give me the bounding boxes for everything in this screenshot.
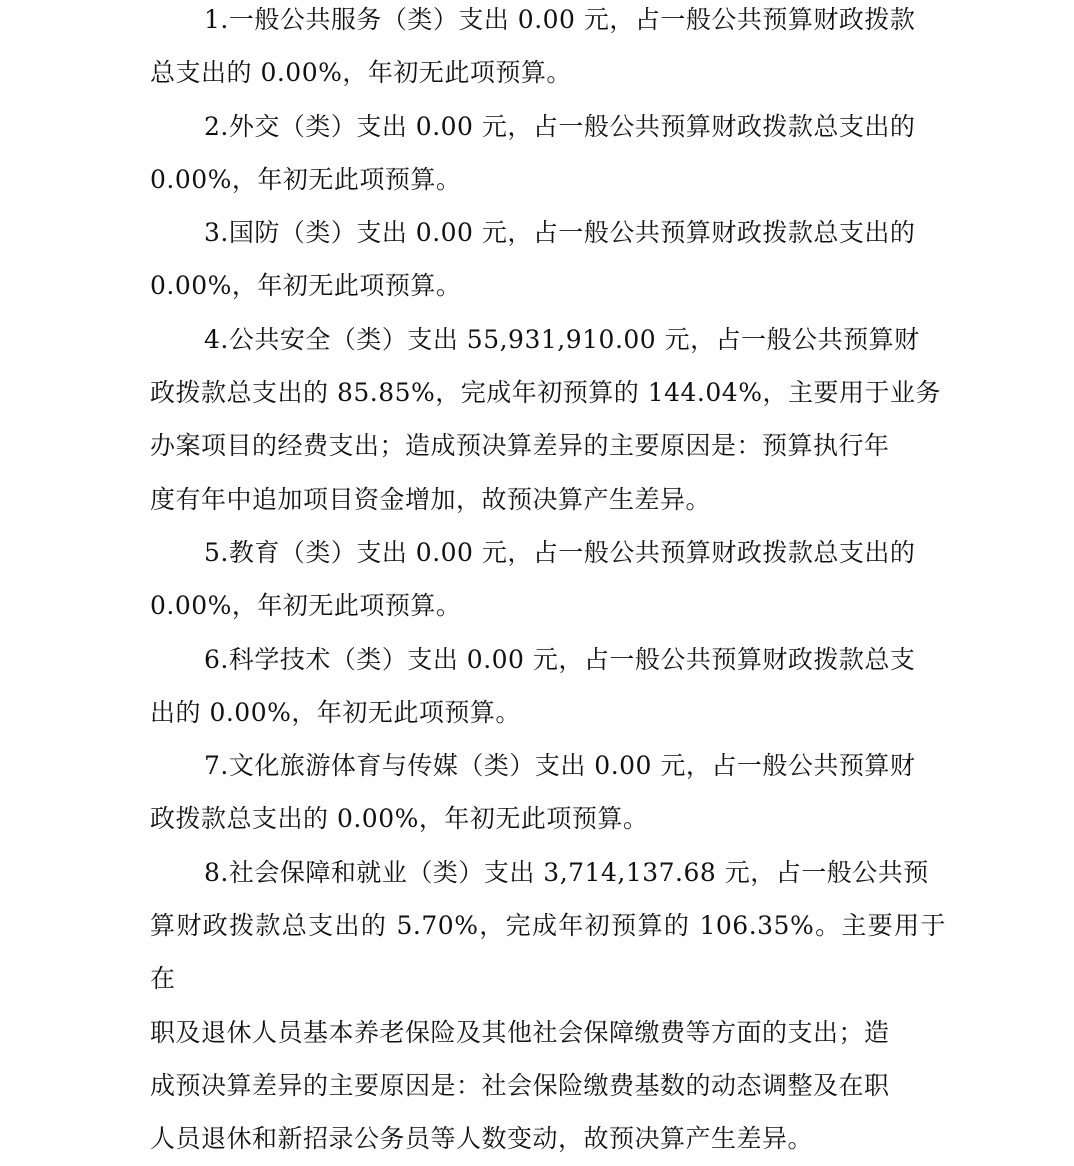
paragraph-foreign-affairs bbox=[150, 100, 946, 207]
paragraph-national-defense bbox=[150, 206, 946, 313]
paragraph-line: 8.社会保障和就业（类）支出 3,714,137.68 元，占一般公共预 bbox=[204, 857, 929, 887]
paragraph-line: 出的 0.00%，年初无此项预算。 bbox=[150, 697, 521, 727]
paragraph-line: 度有年中追加项目资金增加，故预决算产生差异。 bbox=[150, 484, 712, 514]
paragraph-line: 人员退休和新招录公务员等人数变动，故预决算产生差异。 bbox=[150, 1124, 814, 1154]
paragraph-science-technology bbox=[150, 633, 946, 740]
paragraph-line: 0.00%，年初无此项预算。 bbox=[150, 591, 462, 621]
paragraph-general-public-services bbox=[150, 0, 946, 100]
paragraph-line: 5.教育（类）支出 0.00 元，占一般公共预算财政拨款总支出的 bbox=[204, 537, 916, 567]
paragraph-line: 成预决算差异的主要原因是：社会保险缴费基数的动态调整及在职 bbox=[150, 1070, 890, 1100]
paragraph-line: 政拨款总支出的 85.85%，完成年初预算的 144.04%，主要用于业务 bbox=[150, 378, 941, 408]
paragraph-culture-tourism-sports-media bbox=[150, 739, 946, 846]
paragraph-line: 6.科学技术（类）支出 0.00 元，占一般公共预算财政拨款总支 bbox=[204, 644, 916, 674]
paragraph-line: 总支出的 0.00%，年初无此项预算。 bbox=[150, 58, 572, 88]
paragraph-line: 政拨款总支出的 0.00%，年初无此项预算。 bbox=[150, 804, 649, 834]
paragraph-line: 职及退休人员基本养老保险及其他社会保障缴费等方面的支出；造 bbox=[150, 1017, 890, 1047]
paragraph-line: 7.文化旅游体育与传媒（类）支出 0.00 元，占一般公共预算财 bbox=[204, 751, 916, 781]
paragraph-public-security bbox=[150, 313, 946, 526]
paragraph-line: 0.00%，年初无此项预算。 bbox=[150, 164, 462, 194]
paragraph-line: 2.外交（类）支出 0.00 元，占一般公共预算财政拨款总支出的 bbox=[204, 111, 916, 141]
paragraph-line: 办案项目的经费支出；造成预决算差异的主要原因是：预算执行年 bbox=[150, 431, 890, 461]
paragraph-education bbox=[150, 526, 946, 633]
document-body bbox=[150, 0, 946, 1166]
paragraph-social-security-employment bbox=[150, 846, 946, 1166]
paragraph-line: 1.一般公共服务（类）支出 0.00 元，占一般公共预算财政拨款 bbox=[204, 5, 916, 34]
paragraph-line: 算财政拨款总支出的 5.70%，完成年初预算的 106.35%。主要用于在 bbox=[150, 911, 946, 994]
paragraph-line: 4.公共安全（类）支出 55,931,910.00 元，占一般公共预算财 bbox=[204, 324, 920, 354]
paragraph-line: 3.国防（类）支出 0.00 元，占一般公共预算财政拨款总支出的 bbox=[204, 218, 916, 248]
paragraph-line: 0.00%，年初无此项预算。 bbox=[150, 271, 462, 301]
